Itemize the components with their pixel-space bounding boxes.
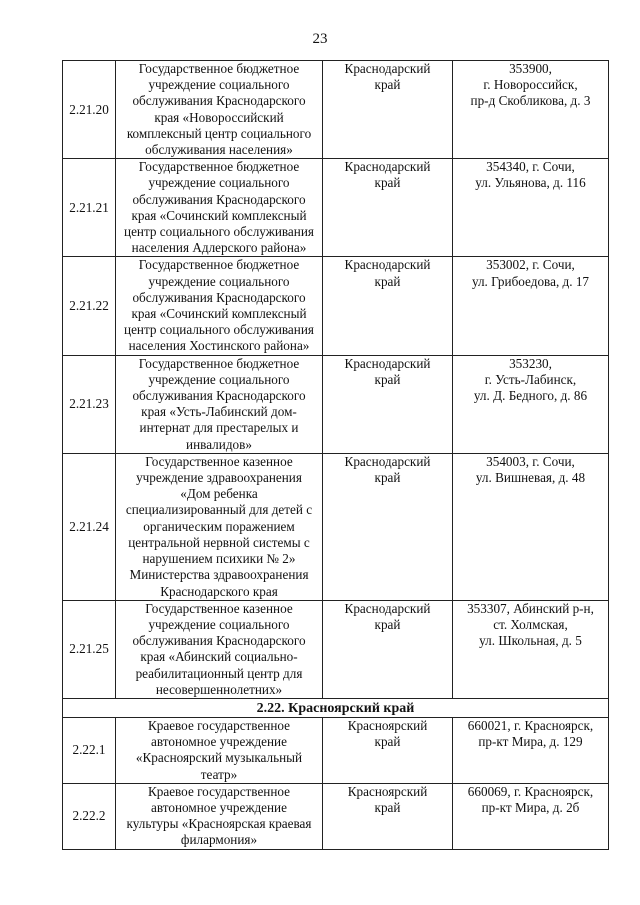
cell-line: ул. Ульянова, д. 116 — [475, 175, 586, 191]
section-title: 2.22. Красноярский край — [63, 698, 609, 717]
section-header-row — [63, 698, 609, 717]
cell-line: г. Усть-Лабинск, — [484, 371, 577, 387]
address — [453, 61, 609, 159]
institutions-table — [62, 60, 609, 850]
region — [323, 159, 453, 257]
page-number: 23 — [312, 31, 328, 47]
cell-line: Красноярский — [347, 783, 428, 799]
institution-name — [116, 61, 323, 159]
cell-line: Государственное бюджетное — [138, 61, 300, 76]
table-row — [63, 61, 609, 159]
cell-line: автономное учреждение — [151, 734, 287, 750]
cell-line: край — [374, 734, 401, 750]
cell-line: 353002, г. Сочи, — [486, 257, 575, 273]
cell-line: г. Новороссийск, — [483, 77, 578, 93]
cell-line: органическим поражением — [143, 518, 295, 534]
address — [453, 355, 609, 453]
cell-line: специализированный для детей с — [125, 502, 313, 518]
institution-name — [116, 783, 323, 849]
cell-line: учреждение социального — [148, 371, 290, 387]
institution-name — [116, 355, 323, 453]
cell-line: Краснодарский — [344, 600, 431, 616]
region — [323, 783, 453, 849]
cell-line: Краевое государственное — [147, 717, 291, 733]
cell-line: обслуживания населения» — [145, 142, 293, 158]
table-body — [63, 61, 609, 850]
region — [323, 257, 453, 355]
entry-number: 2.21.24 — [63, 453, 116, 600]
table-row — [63, 453, 609, 600]
cell-line: учреждение социального — [148, 77, 290, 93]
cell-line: реабилитационный центр для — [135, 665, 303, 681]
cell-line: ст. Холмская, — [493, 616, 568, 632]
region — [323, 453, 453, 600]
address — [453, 717, 609, 783]
cell-line: театр» — [200, 766, 238, 782]
table-row — [63, 159, 609, 257]
cell-line: край — [374, 470, 401, 486]
entry-number: 2.21.20 — [63, 61, 116, 159]
cell-line: ул. Школьная, д. 5 — [479, 633, 582, 649]
institution-name — [116, 600, 323, 698]
region — [323, 355, 453, 453]
cell-line: края «Сочинский комплексный — [131, 306, 307, 322]
cell-line: обслуживания Краснодарского — [132, 93, 306, 109]
entry-number: 2.21.23 — [63, 355, 116, 453]
address — [453, 453, 609, 600]
cell-line: Государственное казенное — [145, 453, 293, 469]
table-row — [63, 717, 609, 783]
cell-line: инвалидов» — [186, 436, 252, 452]
cell-line: комплексный центр социального — [126, 125, 312, 141]
cell-line: центр социального обслуживания — [124, 322, 314, 338]
cell-line: автономное учреждение — [151, 799, 287, 815]
cell-line: Государственное бюджетное — [138, 159, 300, 175]
address — [453, 783, 609, 849]
cell-line: 354003, г. Сочи, — [486, 453, 575, 469]
cell-line: учреждение социального — [148, 616, 290, 632]
cell-line: Краснодарский — [344, 355, 431, 371]
cell-line: центр социального обслуживания — [124, 224, 314, 240]
cell-line: Краснодарский — [344, 453, 431, 469]
cell-line: учреждение социального — [148, 273, 290, 289]
cell-line: пр-кт Мира, д. 129 — [478, 734, 583, 750]
cell-line: край — [374, 616, 401, 632]
institution-name — [116, 159, 323, 257]
table-row — [63, 355, 609, 453]
cell-line: Краснодарский — [344, 61, 431, 76]
address — [453, 257, 609, 355]
cell-line: край — [374, 799, 401, 815]
region — [323, 61, 453, 159]
cell-line: населения Адлерского района» — [131, 240, 307, 256]
table-row — [63, 783, 609, 849]
cell-line: края «Абинский социально- — [140, 649, 298, 665]
cell-line: край — [374, 175, 401, 191]
cell-line: населения Хостинского района» — [128, 338, 310, 354]
cell-line: 353900, — [509, 61, 552, 76]
cell-line: края «Сочинский комплексный — [131, 207, 307, 223]
cell-line: края «Усть-Лабинский дом- — [141, 404, 297, 420]
cell-line: обслуживания Краснодарского — [132, 388, 306, 404]
cell-line: «Дом ребенка — [180, 486, 258, 502]
cell-line: Государственное бюджетное — [138, 355, 300, 371]
table-row — [63, 600, 609, 698]
cell-line: Государственное казенное — [145, 600, 293, 616]
cell-line: нарушением психики № 2» — [142, 551, 296, 567]
cell-line: ул. Грибоедова, д. 17 — [471, 273, 590, 289]
cell-line: край — [374, 371, 401, 387]
cell-line: Краснодарский — [344, 159, 431, 175]
cell-line: 353307, Абинский р-н, — [467, 600, 594, 616]
cell-line: 354340, г. Сочи, — [486, 159, 575, 175]
cell-line: Государственное бюджетное — [138, 257, 300, 273]
cell-line: «Красноярский музыкальный — [135, 750, 303, 766]
region — [323, 600, 453, 698]
entry-number: 2.21.25 — [63, 600, 116, 698]
address — [453, 159, 609, 257]
cell-line: ул. Д. Бедного, д. 86 — [473, 388, 588, 404]
cell-line: филармония» — [180, 832, 258, 848]
cell-line: Краснодарский — [344, 257, 431, 273]
cell-line: 660021, г. Красноярск, — [467, 717, 594, 733]
cell-line: 353230, — [509, 355, 552, 371]
cell-line: края «Новороссийский — [154, 109, 284, 125]
cell-line: ул. Вишневая, д. 48 — [475, 470, 586, 486]
entry-number: 2.22.2 — [63, 783, 116, 849]
entry-number: 2.21.22 — [63, 257, 116, 355]
cell-line: культуры «Красноярская краевая — [126, 816, 312, 832]
cell-line: несовершеннолетних» — [155, 681, 283, 697]
cell-line: Краснодарского края — [160, 583, 278, 599]
cell-line: обслуживания Краснодарского — [132, 633, 306, 649]
cell-line: Красноярский — [347, 717, 428, 733]
cell-line: интернат для престарелых и — [139, 420, 299, 436]
cell-line: край — [374, 273, 401, 289]
cell-line: пр-д Скобликова, д. 3 — [470, 93, 591, 109]
cell-line: обслуживания Краснодарского — [132, 191, 306, 207]
cell-line: Министерства здравоохранения — [129, 567, 309, 583]
cell-line: обслуживания Краснодарского — [132, 289, 306, 305]
table-row — [63, 257, 609, 355]
entry-number: 2.21.21 — [63, 159, 116, 257]
address — [453, 600, 609, 698]
institution-name — [116, 257, 323, 355]
cell-line: пр-кт Мира, д. 2б — [481, 799, 580, 815]
institution-name — [116, 717, 323, 783]
cell-line: центральной нервной системы с — [128, 534, 310, 550]
cell-line: край — [374, 77, 401, 93]
cell-line: учреждение здравоохранения — [136, 470, 302, 486]
institution-name — [116, 453, 323, 600]
entry-number: 2.22.1 — [63, 717, 116, 783]
cell-line: учреждение социального — [148, 175, 290, 191]
cell-line: Краевое государственное — [147, 783, 291, 799]
cell-line: 660069, г. Красноярск, — [467, 783, 594, 799]
region — [323, 717, 453, 783]
